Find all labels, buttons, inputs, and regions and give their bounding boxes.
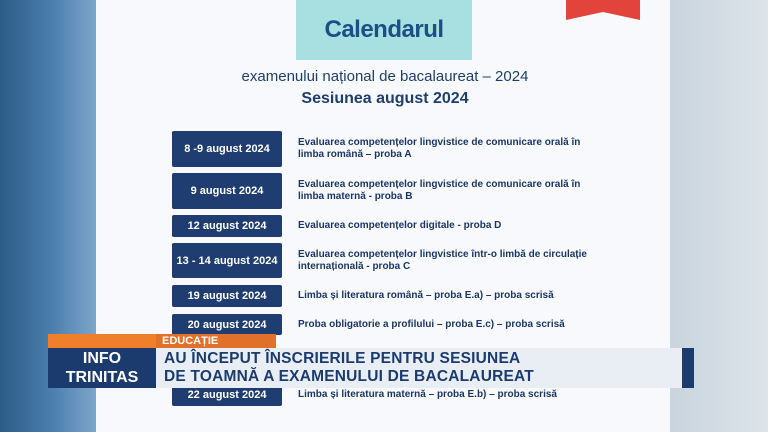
document-title: Calendarul	[324, 16, 444, 43]
row-description: Evaluarea competențelor lingvistice într-o limbă de circulație internațională - proba C	[298, 248, 587, 272]
headline	[156, 348, 682, 388]
ticker-end-bar	[682, 348, 694, 388]
schedule-row	[172, 131, 612, 167]
brand-accent-strip	[48, 334, 156, 348]
row-description: Evaluarea competențelor digitale - proba D	[298, 220, 502, 231]
row-description: Proba obligatorie a profilului – proba E.c) – proba scrisă	[298, 318, 565, 330]
row-date: 8 -9 august 2024	[172, 131, 282, 167]
news-ticker	[48, 334, 694, 390]
schedule-row	[172, 285, 612, 307]
schedule-row	[172, 215, 612, 237]
row-description: Evaluarea competențelor lingvistice de comunicare orală în limba română – proba A	[298, 137, 581, 160]
document-subtitle: examenului național de bacalaureat – 2024	[241, 68, 529, 85]
row-description: Evaluarea competențelor lingvistice de comunicare orală în limba maternă - proba B	[298, 179, 581, 202]
channel-logo	[48, 348, 156, 388]
row-date: 22 august 2024	[172, 384, 282, 406]
session-title: Sesiunea august 2024	[301, 90, 469, 107]
row-date: 19 august 2024	[172, 285, 282, 307]
headline-line-2: DE TOAMNĂ A EXAMENULUI DE BACALAUREAT	[164, 368, 534, 385]
row-date: 12 august 2024	[172, 215, 282, 237]
logo-line-1: INFO	[82, 350, 122, 367]
schedule-row	[172, 173, 612, 209]
headline-line-1: AU ÎNCEPUT ÎNSCRIERILE PENTRU SESIUNEA	[164, 350, 521, 367]
schedule-row	[172, 243, 612, 278]
logo-line-2: TRINITAS	[65, 369, 139, 386]
row-date: 9 august 2024	[172, 173, 282, 209]
category-tag: EDUCAȚIE	[156, 334, 276, 348]
row-description: Limba și literatura maternă – proba E.b) – proba scrisă	[298, 389, 557, 400]
document-title-box	[296, 0, 472, 60]
row-description: Limba și literatura română – proba E.a) – proba scrisă	[298, 290, 554, 301]
row-date: 13 - 14 august 2024	[172, 243, 282, 278]
schedule-row	[172, 314, 612, 335]
row-date: 20 august 2024	[172, 314, 282, 335]
